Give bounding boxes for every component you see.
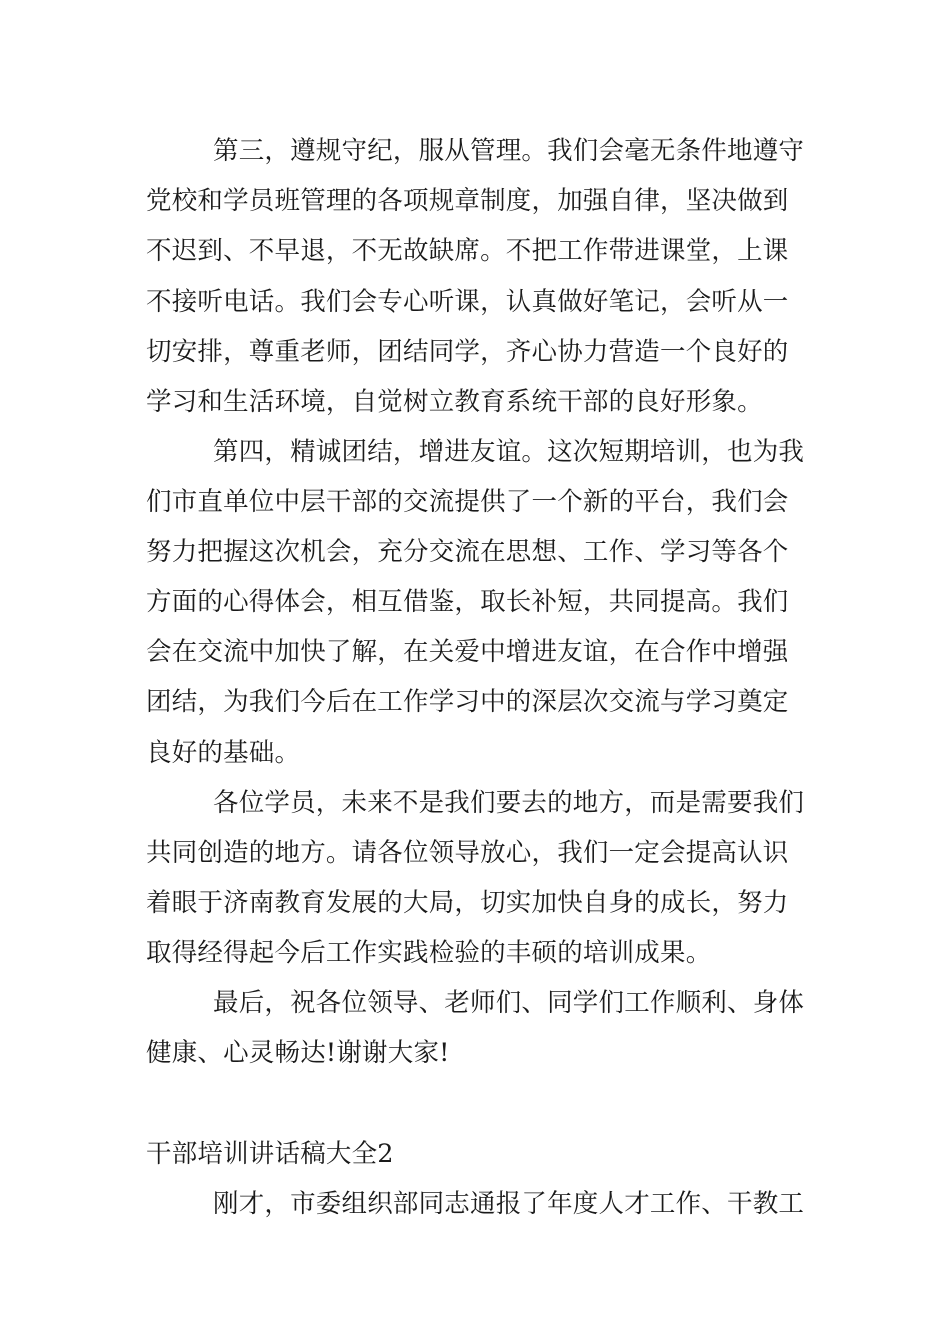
paragraph-line: 刚才，市委组织部同志通报了年度人才工作、干教工	[213, 1189, 805, 1219]
paragraph-line: 第三，遵规守纪，服从管理。我们会毫无条件地遵守	[213, 136, 805, 166]
paragraph-line: 会在交流中加快了解，在关爱中增进友谊，在合作中增强	[146, 637, 789, 667]
paragraph-line: 不接听电话。我们会专心听课，认真做好笔记，会听从一	[146, 287, 789, 317]
paragraph-line: 方面的心得体会，相互借鉴，取长补短，共同提高。我们	[146, 587, 789, 617]
paragraph-line: 健康、心灵畅达!谢谢大家!	[146, 1038, 450, 1068]
paragraph-line: 取得经得起今后工作实践检验的丰硕的培训成果。	[146, 938, 712, 968]
paragraph-line: 良好的基础。	[146, 738, 301, 768]
paragraph-line: 党校和学员班管理的各项规章制度，加强自律，坚决做到	[146, 186, 789, 216]
paragraph-line: 努力把握这次机会，充分交流在思想、工作、学习等各个	[146, 537, 789, 567]
paragraph-line: 各位学员，未来不是我们要去的地方，而是需要我们	[213, 788, 805, 818]
paragraph-line: 切安排，尊重老师，团结同学，齐心协力营造一个良好的	[146, 337, 789, 367]
paragraph-line: 第四，精诚团结，增进友谊。这次短期培训，也为我	[213, 437, 805, 467]
paragraph-line: 着眼于济南教育发展的大局，切实加快自身的成长，努力	[146, 888, 789, 918]
paragraph-line: 最后，祝各位领导、老师们、同学们工作顺利、身体	[213, 988, 805, 1018]
paragraph-line: 共同创造的地方。请各位领导放心，我们一定会提高认识	[146, 838, 789, 868]
paragraph-line: 们市直单位中层干部的交流提供了一个新的平台，我们会	[146, 487, 789, 517]
paragraph-line: 不迟到、不早退，不无故缺席。不把工作带进课堂，上课	[146, 236, 789, 266]
section-title: 干部培训讲话稿大全2	[146, 1139, 394, 1169]
paragraph-line: 团结，为我们今后在工作学习中的深层次交流与学习奠定	[146, 687, 789, 717]
paragraph-line: 学习和生活环境，自觉树立教育系统干部的良好形象。	[146, 387, 763, 417]
